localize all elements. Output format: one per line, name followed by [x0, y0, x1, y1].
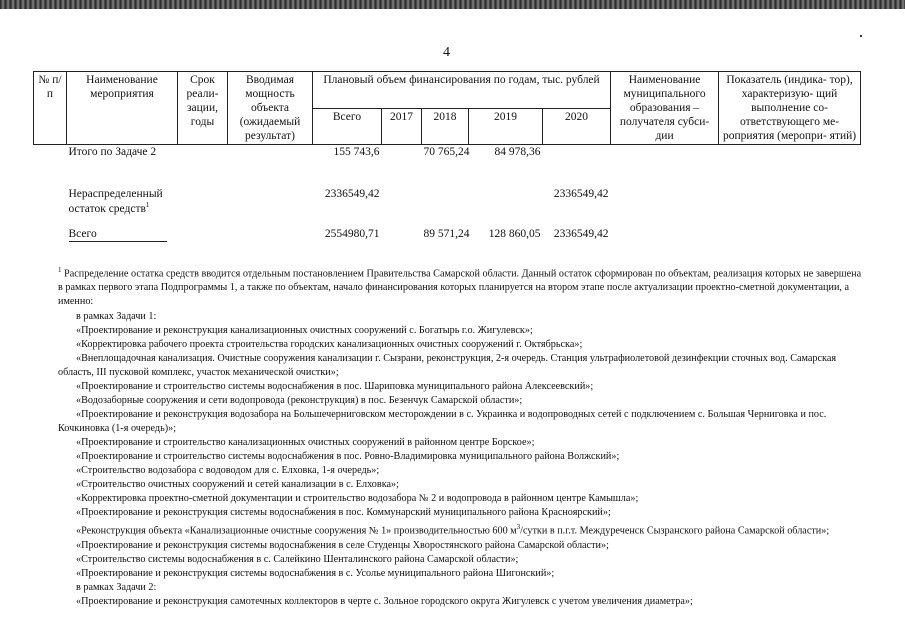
header-2017: 2017	[382, 108, 422, 145]
footnote-item: «Проектирование и реконструкция водозабора на Большечерниговском месторождении в с. Украинка и водопроводных сетей с подключением с. Большая Черниговка и пос. Кочкиновка (1-я очередь)»;	[58, 408, 827, 434]
header-2020: 2020	[543, 108, 611, 145]
footnote-item: «Строительство водозабора с водоводом для с. Елховка, 1-я очередь»;	[76, 465, 380, 477]
footnote-item: «Проектирование и реконструкция системы водоснабжения в пос. Коммунарский муниципального района Красноярский»;	[76, 507, 611, 519]
header-total: Всего	[313, 108, 382, 145]
footnote-text: Распределение остатка средств вводится отдельным постановлением Правительства Самарской области. Данный остаток сформирован по объектам, реализация которых не завершена в рамках первого этапа Подпрограммы 1, а также по объектам, начало финансирования которых планируется на втором этапе после актуализации проектно-сметной документации, а именно:	[58, 268, 862, 308]
footnote-block	[58, 263, 862, 609]
row-name: Итого по Задаче 2	[68, 146, 157, 159]
header-capacity: Вводимая мощность объекта (ожидаемый результат)	[228, 72, 313, 145]
row-2019	[469, 187, 543, 227]
footnote-item: «Проектирование и реконструкция системы водоснабжения в с. Усолье муниципального района Шигонский»;	[76, 567, 555, 579]
header-recipient: Наименование муниципального образования – получателя субси- дии	[611, 72, 719, 145]
table-row	[34, 145, 861, 187]
footnote-item: «Корректировка рабочего проекта строительства городских канализационных очистных сооружений г. Октябрьска»;	[76, 338, 583, 350]
footnote-text: /сутки в п.г.т. Междуреченск Сызранского района Самарской области»;	[520, 525, 830, 537]
row-2020	[543, 145, 611, 187]
footnote-item	[58, 520, 862, 538]
footnote-text: «Реконструкция объекта «Канализационные очистные сооружения № 1» производительностью 600 м	[76, 525, 517, 537]
footnote-item: «Внеплощадочная канализация. Очистные сооружения канализации г. Сызрани, реконструкция, 2-я очередь. Станция ультрафиолетовой дезинфекции сточных вод. Самарская область, III пусковой комплекс, участок механической очистки»;	[58, 352, 837, 378]
footnote-item: «Проектирование и реконструкция канализационных очистных сооружений с. Богатырь г.о. Жигулевск»;	[76, 324, 533, 336]
row-total: 2336549,42	[324, 187, 380, 200]
page-number: 4	[443, 45, 450, 60]
footnote-mark: 1	[58, 266, 62, 274]
footnote-item: «Проектирование и строительство канализационных очистных сооружений в районном центре Борское»;	[76, 436, 535, 448]
header-funding-group: Плановый объем финансирования по годам, тыс. рублей	[313, 72, 611, 109]
header-indicator: Показатель (индика- тор), характеризую- щий выполнение со- ответствующего ме- роприятия (меропри- ятий)	[719, 72, 861, 145]
row-2018: 70 765,24	[423, 146, 470, 159]
row-2020: 2336549,42	[553, 227, 609, 240]
financing-table	[33, 71, 861, 247]
row-name	[67, 227, 313, 247]
row-2020: 2336549,42	[553, 187, 609, 200]
footnote-ref: 1	[145, 200, 150, 209]
row-2017	[382, 227, 422, 247]
table-row	[34, 187, 861, 227]
row-2018: 89 571,24	[423, 227, 470, 240]
row-2017	[382, 187, 422, 227]
footnote-item: «Проектирование и строительство системы водоснабжения в пос. Ровно-Владимировка муниципального района Волжский»;	[76, 451, 620, 462]
header-name: Наименование мероприятия	[67, 72, 178, 145]
footnote-item: «Строительство очистных сооружений и сетей канализации в с. Елховка»;	[76, 479, 399, 491]
header-2018: 2018	[422, 108, 469, 145]
row-name	[67, 187, 313, 227]
header-term: Срок реали- зации, годы	[178, 72, 228, 145]
row-total: 2554980,71	[324, 227, 380, 240]
table-row	[34, 227, 861, 247]
row-name-text: Всего	[69, 227, 167, 242]
row-2019: 84 978,36	[494, 146, 541, 159]
footnote-item: «Водозаборные сооружения и сети водопровода (реконструкция) в пос. Безенчук Самарской области»;	[76, 394, 523, 406]
footnote-item: «Корректировка проектно-сметной документации и строительство водозабора № 2 и водопровода в районном центре Камышла»;	[76, 493, 639, 505]
footnote-item: «Строительство системы водоснабжения в с. Салейкино Шенталинского района Самарской области»;	[76, 553, 519, 565]
footnote-item: «Проектирование и реконструкция самотечных коллекторов в черте с. Зольное городского округа Жигулевск с учетом увеличения диаметра»;	[76, 595, 693, 607]
superscript: 3	[516, 523, 521, 532]
row-total: 155 743,6	[333, 146, 380, 159]
row-2018	[422, 187, 469, 227]
footnote-item: в рамках Задачи 2:	[76, 581, 157, 593]
footnote-item: «Проектирование и строительство системы водоснабжения в пос. Шариповка муниципального района Алексеевский»;	[76, 380, 594, 392]
header-2019: 2019	[469, 108, 543, 145]
footnote-item: «Проектирование и реконструкция системы водоснабжения в селе Студенцы Хворостянского района Самарской области»;	[76, 539, 609, 551]
footnote-item: в рамках Задачи 1:	[76, 310, 157, 322]
row-name-text: Нераспределенный остаток средств	[68, 187, 163, 215]
row-2017	[382, 145, 422, 187]
row-2019: 128 860,05	[488, 227, 541, 240]
footnote-paragraph	[58, 263, 862, 310]
scan-speck	[860, 35, 862, 37]
scan-edge	[0, 0, 905, 9]
header-num: № п/п	[34, 72, 67, 145]
